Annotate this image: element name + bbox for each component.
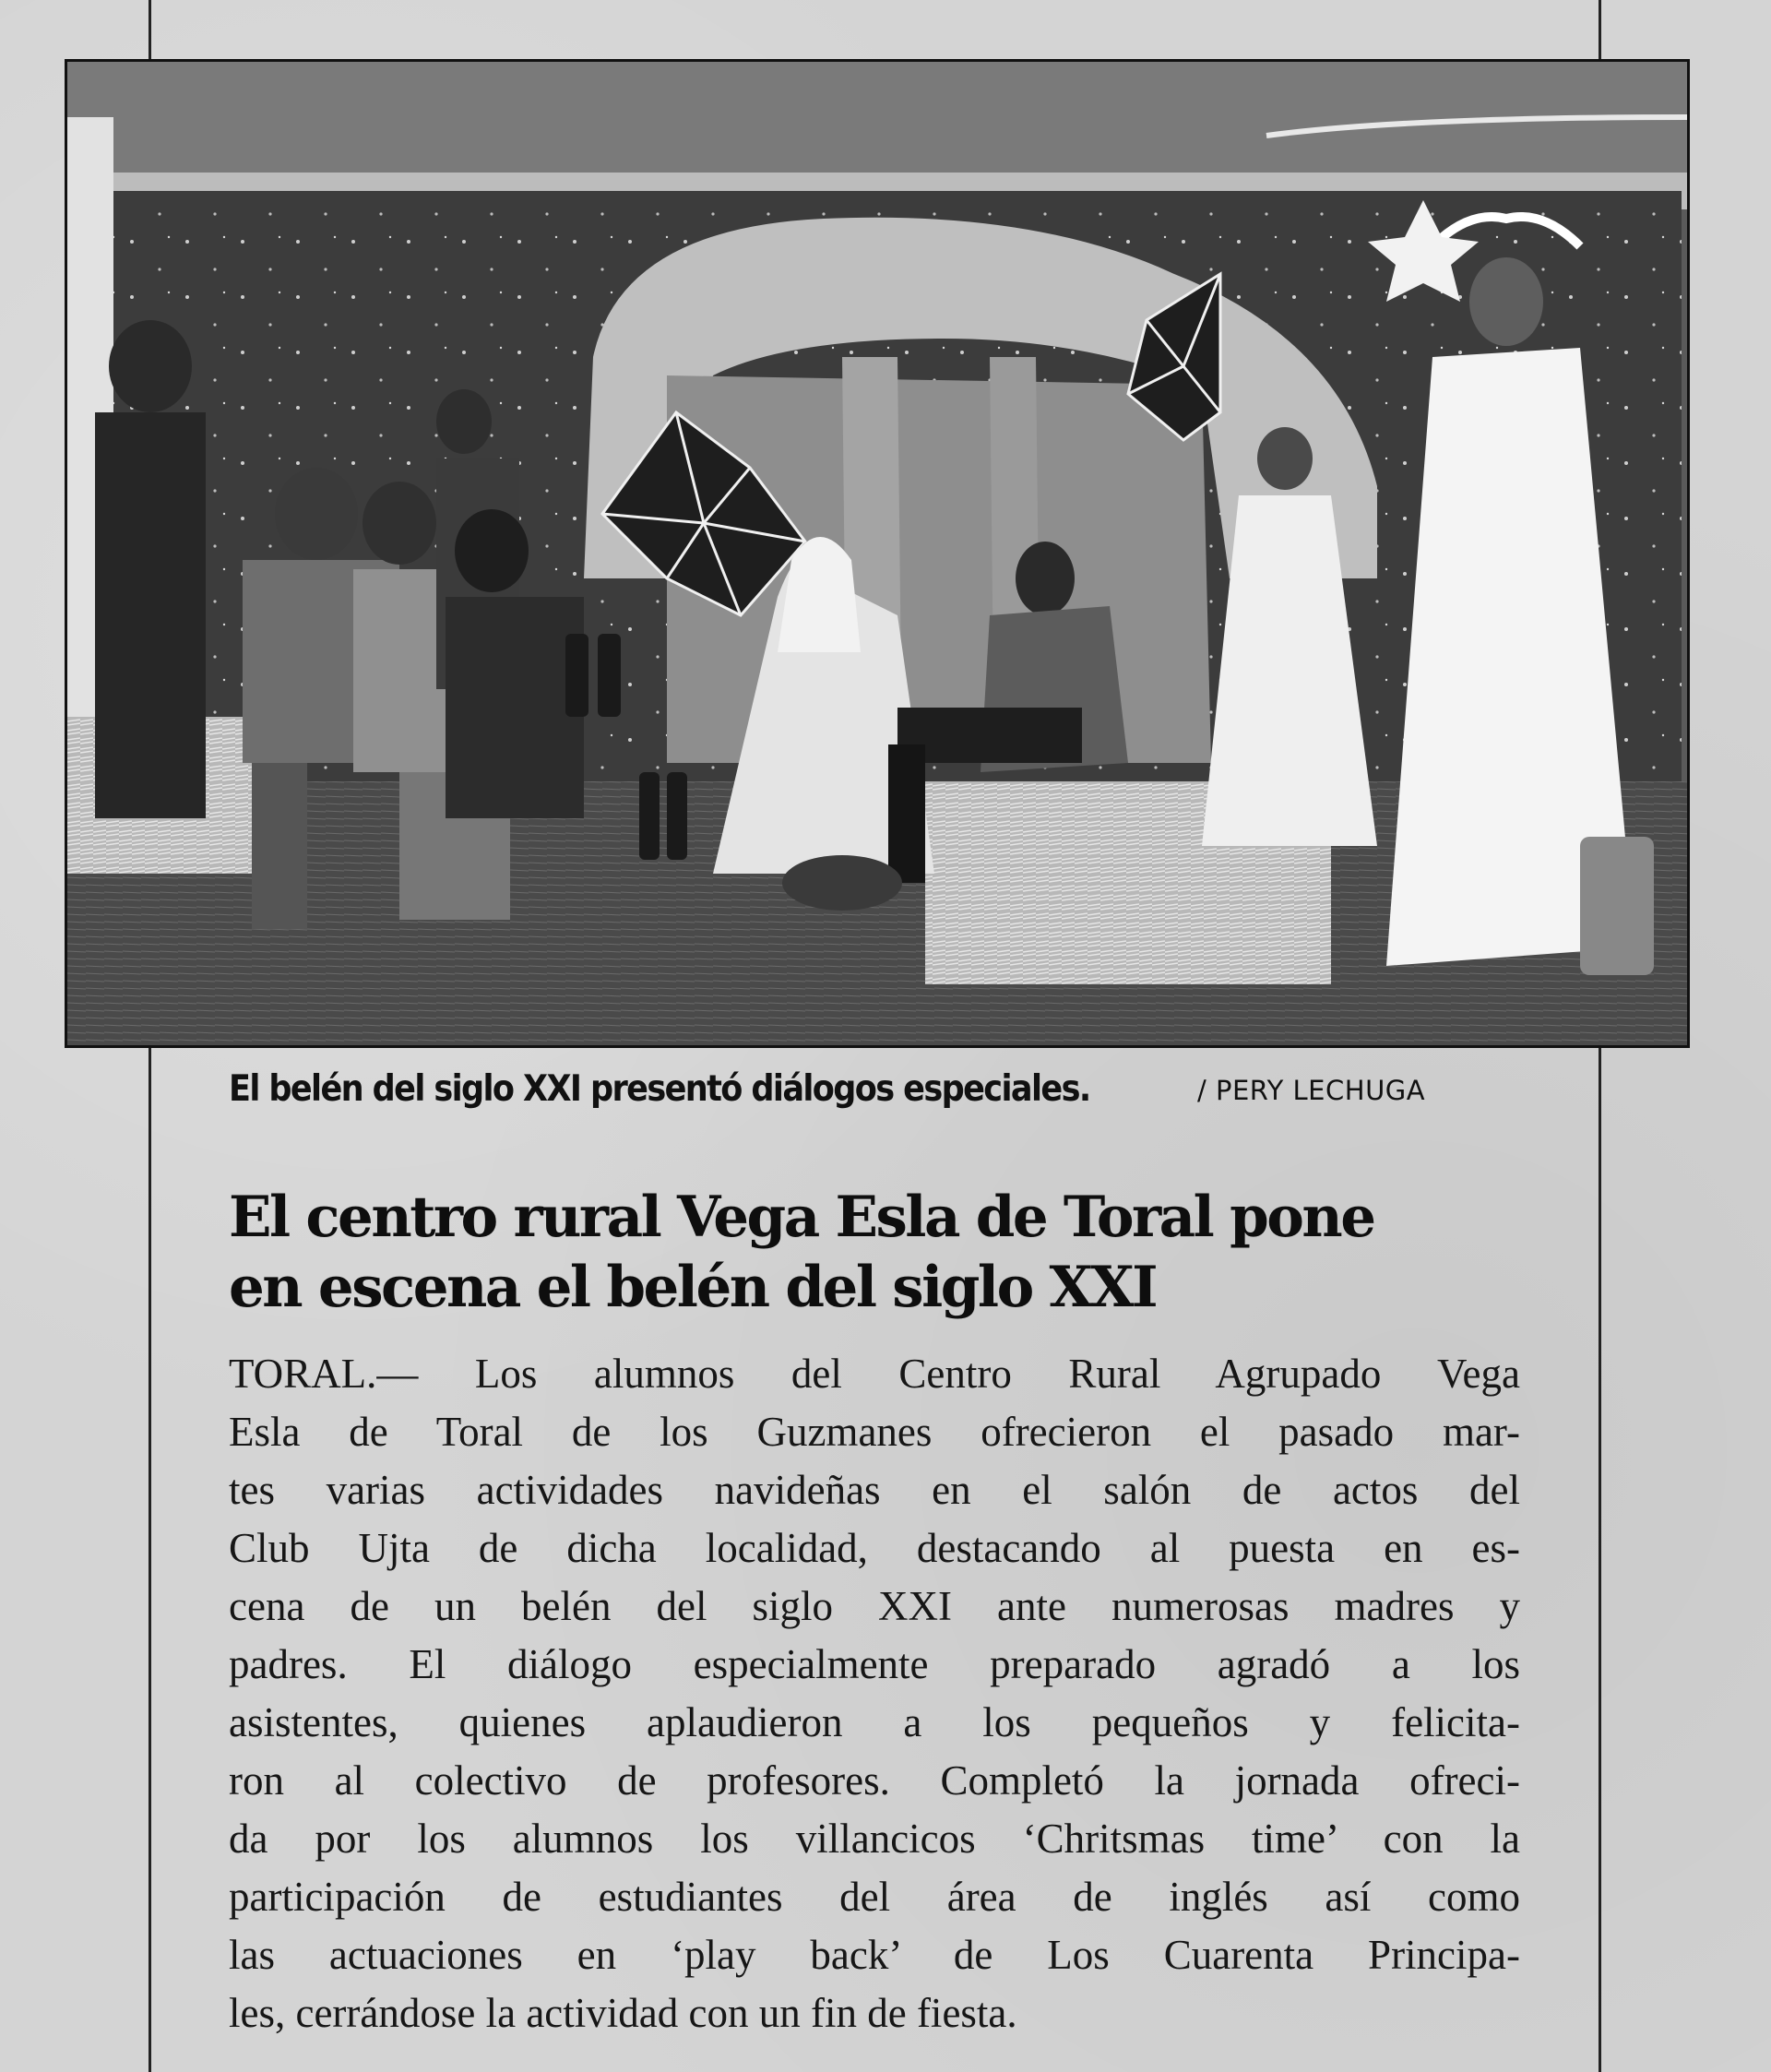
article-headline bbox=[229, 1183, 1557, 1323]
body-line: ron al colectivo de profesores. Completó la jornada ofreci- bbox=[229, 1757, 1520, 1804]
body-line: les, cerrándose la actividad con un fin de fiesta. bbox=[229, 1990, 1017, 2036]
body-line: Esla de Toral de los Guzmanes ofrecieron el pasado mar- bbox=[229, 1409, 1520, 1455]
article-body bbox=[229, 1345, 1520, 2042]
body-line: las actuaciones en ‘play back’ de Los Cuarenta Principa- bbox=[229, 1932, 1520, 1978]
headline-line: en escena el belén del siglo XXI bbox=[229, 1255, 1157, 1320]
body-line: TORAL.— Los alumnos del Centro Rural Agrupado Vega bbox=[229, 1351, 1520, 1397]
photo-caption bbox=[229, 1066, 1520, 1113]
body-line: da por los alumnos los villancicos ‘Chritsmas time’ con la bbox=[229, 1816, 1520, 1862]
column-rule-right-top bbox=[1599, 0, 1601, 61]
body-line: cena de un belén del siglo XXI ante numerosas madres y bbox=[229, 1583, 1520, 1629]
column-rule-left bbox=[149, 1044, 151, 2072]
body-line: Club Ujta de dicha localidad, destacando al puesta en es- bbox=[229, 1525, 1520, 1571]
headline-line: El centro rural Vega Esla de Toral pone bbox=[229, 1185, 1374, 1250]
manger bbox=[782, 855, 902, 911]
nativity-scene-photo bbox=[65, 59, 1690, 1048]
column-rule-right bbox=[1599, 1044, 1601, 2072]
body-line: asistentes, quienes aplaudieron a los pequeños y felicita- bbox=[229, 1699, 1520, 1745]
body-line: padres. El diálogo especialmente preparado agradó a los bbox=[229, 1641, 1520, 1687]
column-rule-left-top bbox=[149, 0, 151, 61]
caption-text: El belén del siglo XXI presentó diálogos especiales. bbox=[229, 1068, 1090, 1110]
photo-credit: / PERY LECHUGA bbox=[1197, 1075, 1426, 1106]
body-line: tes varias actividades navideñas en el salón de actos del bbox=[229, 1467, 1520, 1513]
nativity-scene-illustration bbox=[67, 62, 1687, 1045]
body-line: participación de estudiantes del área de inglés así como bbox=[229, 1874, 1520, 1920]
jug bbox=[1580, 837, 1654, 975]
